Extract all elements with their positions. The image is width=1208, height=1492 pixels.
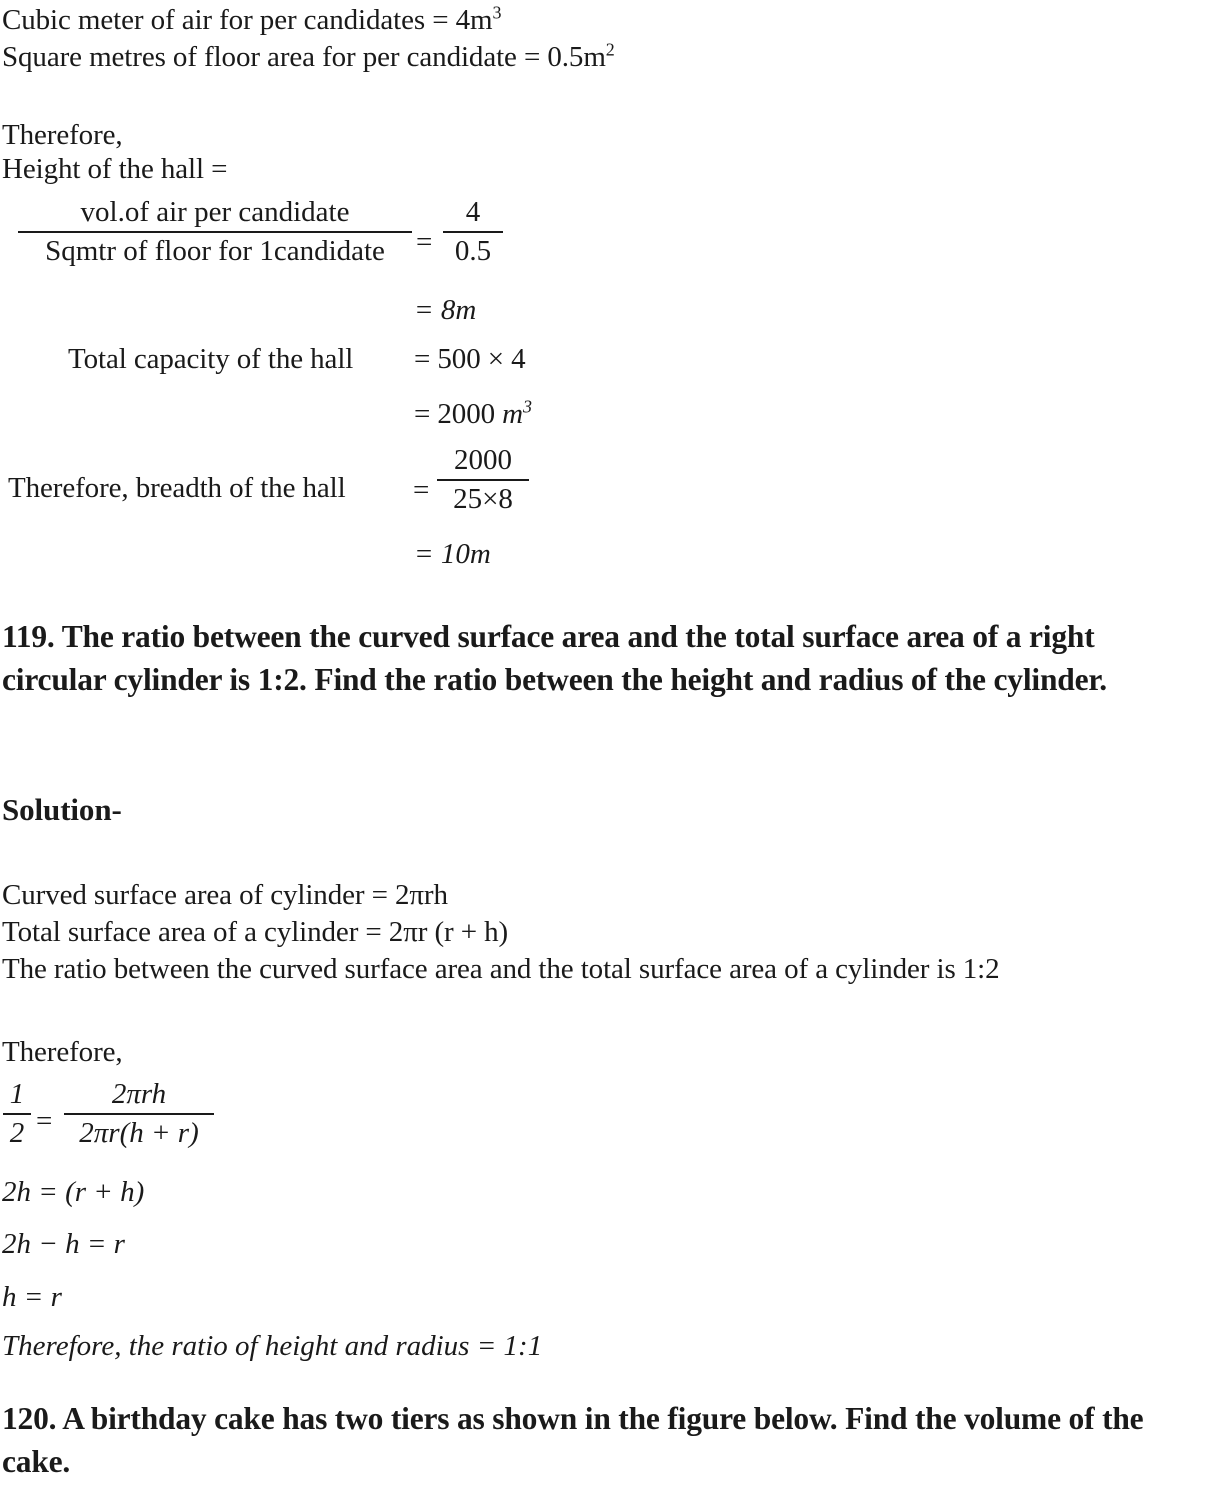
height-fraction-denominator: Sqmtr of floor for 1candidate	[45, 235, 385, 267]
given-line-air	[2, 2, 502, 36]
question-120-heading: 120. A birthday cake has two tiers as shown in the figure below. Find the volume of the cake.	[2, 1401, 1144, 1479]
question-119-heading: 119. The ratio between the curved surface area and the total surface area of a right circular cylinder is 1:2. Find the ratio between the height and radius of the cylinder.	[2, 619, 1107, 697]
ratio-right-denominator: 2πr(h + r)	[79, 1117, 199, 1149]
therefore-label-118: Therefore,	[2, 119, 123, 151]
given-line-floor	[2, 39, 615, 73]
height-value-denominator: 0.5	[454, 235, 492, 267]
breadth-fraction-denominator: 25×8	[453, 483, 513, 515]
ratio-right-fraction	[64, 1078, 214, 1150]
breadth-result: = 10m	[414, 538, 491, 570]
height-fraction	[18, 196, 412, 268]
total-capacity-label	[68, 345, 353, 374]
capacity-result-prefix: = 2000	[414, 398, 503, 430]
capacity-result-unit: m	[502, 398, 523, 430]
height-value-bar	[443, 231, 503, 233]
capacity-result-exponent: 3	[523, 396, 532, 417]
ratio-left-fraction	[3, 1078, 31, 1150]
breadth-of-hall-label: Therefore, breadth of the hall	[8, 472, 346, 504]
height-value-fraction	[443, 196, 503, 268]
total-capacity-text: Total capacity of the hall	[68, 343, 354, 375]
given-floor-text: Square metres of floor area for per candidate = 0.5m	[2, 41, 606, 73]
height-fraction-numerator: vol.of air per candidate	[80, 196, 350, 228]
height-equals-sign: =	[416, 226, 433, 258]
total-capacity-equation: = 500 × 4	[414, 343, 526, 375]
total-capacity-result	[414, 396, 532, 430]
ratio-left-bar	[3, 1113, 31, 1115]
ratio-left-numerator: 1	[9, 1078, 25, 1110]
height-result	[414, 294, 476, 327]
derivation-step-1: 2h = (r + h)	[2, 1176, 145, 1208]
tsa-formula-line: Total surface area of a cylinder = 2πr (r + h)	[2, 916, 509, 948]
breadth-fraction	[437, 444, 529, 516]
therefore-label-119: Therefore,	[2, 1036, 123, 1068]
ratio-right-numerator: 2πrh	[111, 1078, 167, 1110]
ratio-equals-sign: =	[36, 1105, 53, 1137]
ratio-left-denominator: 2	[9, 1117, 25, 1149]
csa-formula-line: Curved surface area of cylinder = 2πrh	[2, 879, 448, 911]
breadth-fraction-bar	[437, 479, 529, 481]
breadth-fraction-numerator: 2000	[454, 444, 512, 476]
solution-119-heading: Solution-	[2, 792, 122, 827]
ratio-conclusion: Therefore, the ratio of height and radius = 1:1	[2, 1330, 543, 1362]
height-value-numerator: 4	[465, 196, 481, 228]
height-fraction-bar	[18, 231, 412, 233]
given-air-exponent: 3	[492, 2, 502, 23]
given-floor-exponent: 2	[605, 39, 615, 60]
height-of-hall-label: Height of the hall =	[2, 153, 228, 185]
derivation-step-2: 2h − h = r	[2, 1228, 125, 1260]
ratio-right-bar	[64, 1113, 214, 1115]
ratio-statement-line: The ratio between the curved surface area and the total surface area of a cylinder is 1:2	[2, 953, 1000, 985]
breadth-equals-sign: =	[413, 474, 430, 506]
derivation-step-3: h = r	[2, 1281, 62, 1313]
given-air-text: Cubic meter of air for per candidates = 4m	[2, 4, 493, 36]
height-result-text: = 8m	[414, 294, 477, 326]
